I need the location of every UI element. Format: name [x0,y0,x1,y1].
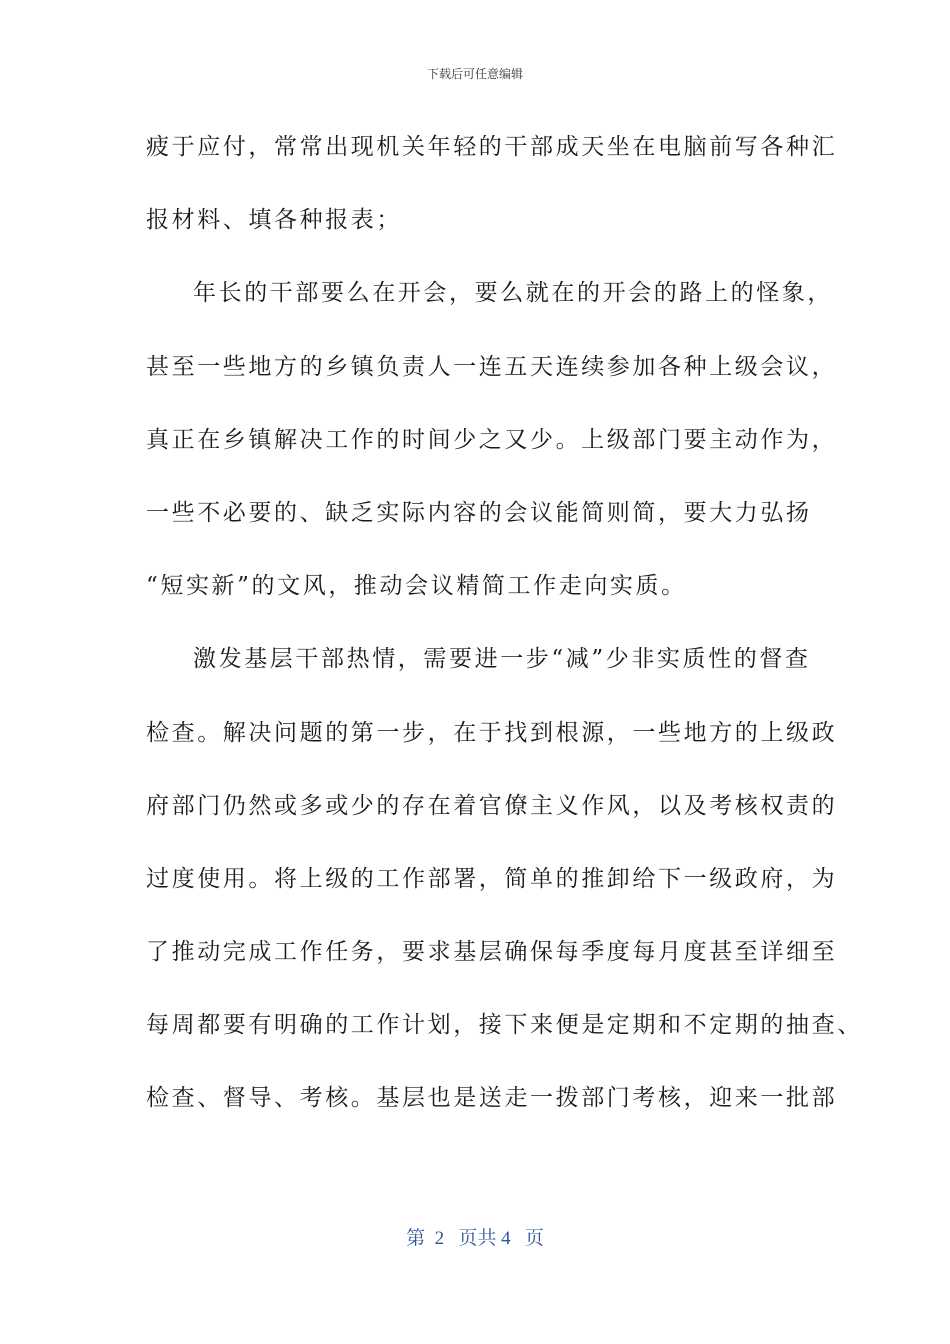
text-line: 一些不必要的、缺乏实际内容的会议能简则简，要大力弘扬 [146,499,812,526]
text-line: 每周都要有明确的工作计划，接下来便是定期和不定期的抽查、 [146,1012,863,1039]
text-line: 了推动完成工作任务，要求基层确保每季度每月度甚至详细至 [146,939,838,966]
text-line: 报材料、填各种报表； [146,207,402,234]
text-line: 真正在乡镇解决工作的时间少之又少。上级部门要主动作为， [146,426,838,453]
text-line: 疲于应付，常常出现机关年轻的干部成天坐在电脑前写各种汇 [146,134,838,160]
paragraph-first-line: 激发基层干部热情，需要进一步“减”少非实质性的督查 [193,646,811,673]
text-line: 甚至一些地方的乡镇负责人一连五天连续参加各种上级会议， [146,353,838,380]
text-line: 过度使用。将上级的工作部署，简单的推卸给下一级政府，为 [146,865,838,892]
text-line: “短实新”的文风，推动会议精简工作走向实质。 [146,573,687,600]
paragraph-first-line: 年长的干部要么在开会，要么就在的开会的路上的怪象， [193,280,833,307]
page-number-footer: 第 2 页共 4 页 [406,1228,544,1249]
text-line: 检查。解决问题的第一步，在于找到根源，一些地方的上级政 [146,719,838,746]
text-line: 府部门仍然或多或少的存在着官僚主义作风，以及考核权责的 [146,792,838,819]
document-body [146,124,863,1149]
text-line: 检查、督导、考核。基层也是送走一拨部门考核，迎来一批部 [146,1085,838,1112]
page-header: 下载后可任意编辑 [426,67,523,81]
